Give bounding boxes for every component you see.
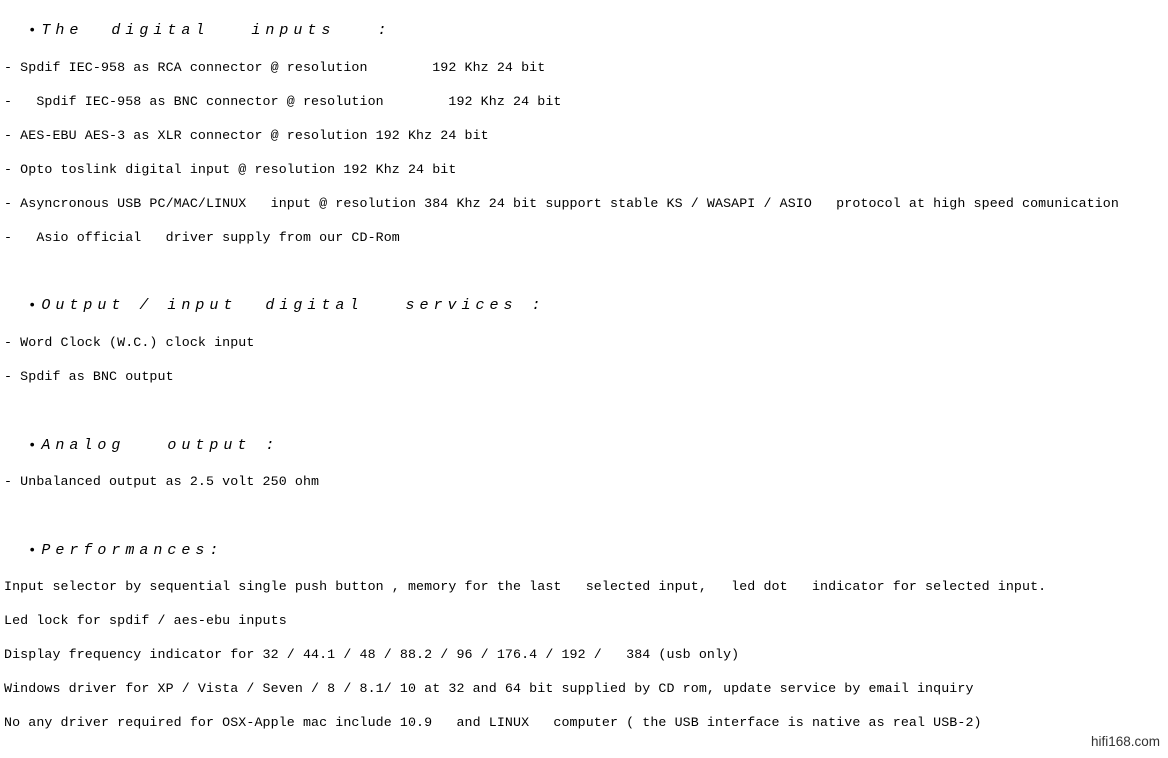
spec-line-asio-driver: - Asio official driver supply from our CD-Rom [4, 230, 400, 245]
heading-text: Performances: [41, 542, 224, 559]
heading-text: The digital inputs : [41, 22, 392, 39]
spec-line-usb-input: - Asyncronous USB PC/MAC/LINUX input @ resolution 384 Khz 24 bit support stable KS / WASAPI / ASIO protocol at high speed comunication [4, 196, 1119, 211]
heading-text: Output / input digital services : [41, 297, 546, 314]
spec-line-osx-linux: No any driver required for OSX-Apple mac include 10.9 and LINUX computer ( the USB interface is native as real USB-2) [4, 715, 982, 730]
spec-line-spdif-bnc: - Spdif IEC-958 as BNC connector @ resolution 192 Khz 24 bit [4, 94, 562, 109]
section-heading-analog-output [28, 437, 279, 455]
bullet-icon: • [28, 438, 37, 454]
bullet-icon: • [28, 298, 37, 314]
watermark-hifi168: hifi168.com [1090, 734, 1160, 749]
spec-line-word-clock: - Word Clock (W.C.) clock input [4, 335, 255, 350]
spec-line-spdif-output: - Spdif as BNC output [4, 369, 174, 384]
spec-line-aes-ebu: - AES-EBU AES-3 as XLR connector @ resolution 192 Khz 24 bit [4, 128, 489, 143]
spec-line-led-lock: Led lock for spdif / aes-ebu inputs [4, 613, 287, 628]
spec-line-opto-toslink: - Opto toslink digital input @ resolution 192 Khz 24 bit [4, 162, 457, 177]
spec-line-spdif-rca: - Spdif IEC-958 as RCA connector @ resolution 192 Khz 24 bit [4, 60, 546, 75]
spec-line-input-selector: Input selector by sequential single push button , memory for the last selected input, led dot indicator for selected input. [4, 579, 1047, 594]
spec-line-windows-driver: Windows driver for XP / Vista / Seven / 8 / 8.1/ 10 at 32 and 64 bit supplied by CD rom, update service by email inquiry [4, 681, 974, 696]
heading-text: Analog output : [41, 437, 280, 454]
section-heading-digital-services [28, 297, 545, 315]
section-heading-digital-inputs [28, 22, 391, 40]
bullet-icon: • [28, 23, 37, 39]
bullet-icon: • [28, 543, 37, 559]
spec-line-unbalanced-output: - Unbalanced output as 2.5 volt 250 ohm [4, 474, 320, 489]
section-heading-performances [28, 542, 223, 560]
spec-line-frequency-indicator: Display frequency indicator for 32 / 44.1 / 48 / 88.2 / 96 / 176.4 / 192 / 384 (usb only) [4, 647, 740, 662]
